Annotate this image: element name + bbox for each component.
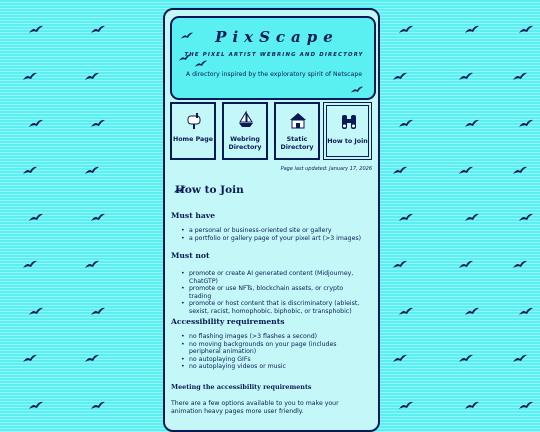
bird-icon: [464, 306, 480, 318]
bird-icon: [392, 71, 408, 83]
bird-icon: [518, 400, 534, 412]
nav-home-page[interactable]: [170, 102, 216, 160]
main-nav: [170, 102, 372, 162]
bird-icon: [458, 353, 474, 365]
bird-icon: [84, 71, 100, 83]
meeting-paragraph: There are a few options available to you to make your animation heavy pages more user friendly.: [171, 400, 339, 415]
bird-icon: [180, 26, 194, 37]
must-not-list: [181, 270, 367, 316]
bird-icon: [512, 353, 528, 365]
bird-icon: [28, 212, 44, 224]
house-icon: [288, 110, 308, 130]
bird-icon: [512, 71, 528, 83]
nav-label: Webring Directory: [228, 136, 262, 151]
bird-icon: [464, 400, 480, 412]
bird-icon: [458, 259, 474, 271]
bird-icon: [518, 118, 534, 130]
bird-icon: [22, 259, 38, 271]
list-item: • no moving backgrounds on your page (includes peripheral animation): [181, 341, 367, 356]
ship-icon: [236, 110, 256, 130]
bird-icon: [84, 259, 100, 271]
bird-icon: [464, 24, 480, 36]
list-item: • promote or use NFTs, blockchain assets, or crypto trading: [181, 285, 367, 300]
list-item: • no autoplaying GIFs: [181, 356, 367, 364]
last-updated: Page last updated: January 17, 2026: [280, 166, 372, 172]
bird-icon: [398, 400, 414, 412]
bird-icon: [84, 165, 100, 177]
bird-icon: [518, 212, 534, 224]
section-heading-accessibility: Accessibility requirements: [171, 317, 285, 326]
list-item: • promote or create AI generated content (Midjourney, ChatGTP): [181, 270, 367, 285]
list-item: • no autoplaying videos or music: [181, 363, 367, 371]
site-subtitle: THE PIXEL ARTIST WEBRING AND DIRECTORY: [184, 52, 364, 58]
nav-webring-directory[interactable]: [222, 102, 268, 160]
accessibility-list: [181, 333, 367, 371]
bird-icon: [398, 118, 414, 130]
nav-label: How to Join: [327, 138, 368, 145]
bird-icon: [398, 24, 414, 36]
bird-icon: [464, 118, 480, 130]
nav-static-directory[interactable]: [274, 102, 320, 160]
section-heading-must-not: Must not: [171, 251, 210, 260]
bird-icon: [512, 259, 528, 271]
bird-icon: [398, 306, 414, 318]
bird-icon: [90, 118, 106, 130]
page-panel: [163, 8, 380, 432]
site-title: PixScape: [215, 28, 339, 46]
bird-icon: [28, 400, 44, 412]
bird-icon: [28, 24, 44, 36]
binoculars-icon: [339, 112, 359, 132]
list-item: • promote or host content that is discriminatory (ableist, sexist, racist, homophobic, biphobic, or transphobic): [181, 300, 367, 315]
bird-icon: [90, 212, 106, 224]
list-item: • no flashing images (>3 flashes a second): [181, 333, 367, 341]
bird-icon: [90, 400, 106, 412]
bird-icon: [90, 24, 106, 36]
section-heading-must-have: Must have: [171, 211, 216, 220]
bird-icon: [458, 165, 474, 177]
bird-icon: [392, 353, 408, 365]
bird-icon: [84, 353, 100, 365]
mailbox-icon: [184, 110, 204, 130]
bird-icon: [464, 212, 480, 224]
page-heading: How to Join: [175, 184, 244, 196]
site-banner: [170, 16, 376, 100]
bird-icon: [392, 259, 408, 271]
bird-icon: [22, 71, 38, 83]
site-tagline: A directory inspired by the exploratory spirit of Netscape: [185, 71, 363, 78]
bird-icon: [22, 353, 38, 365]
bird-icon: [28, 306, 44, 318]
bird-icon: [350, 80, 364, 91]
list-item: • a portfolio or gallery page of your pixel art (>3 images): [181, 235, 367, 243]
nav-label: Home Page: [172, 136, 214, 143]
bird-icon: [90, 306, 106, 318]
bird-icon: [22, 165, 38, 177]
bird-icon: [512, 165, 528, 177]
section-heading-meeting: Meeting the accessibility requirements: [171, 383, 312, 391]
bird-icon: [398, 212, 414, 224]
list-item: • a personal or business-oriented site or gallery: [181, 227, 367, 235]
nav-how-to-join[interactable]: [323, 102, 372, 160]
nav-label: Static Directory: [280, 136, 314, 151]
bird-icon: [518, 306, 534, 318]
bird-icon: [518, 24, 534, 36]
must-have-list: [181, 227, 367, 242]
bird-icon: [458, 71, 474, 83]
bird-icon: [392, 165, 408, 177]
bird-icon: [28, 118, 44, 130]
